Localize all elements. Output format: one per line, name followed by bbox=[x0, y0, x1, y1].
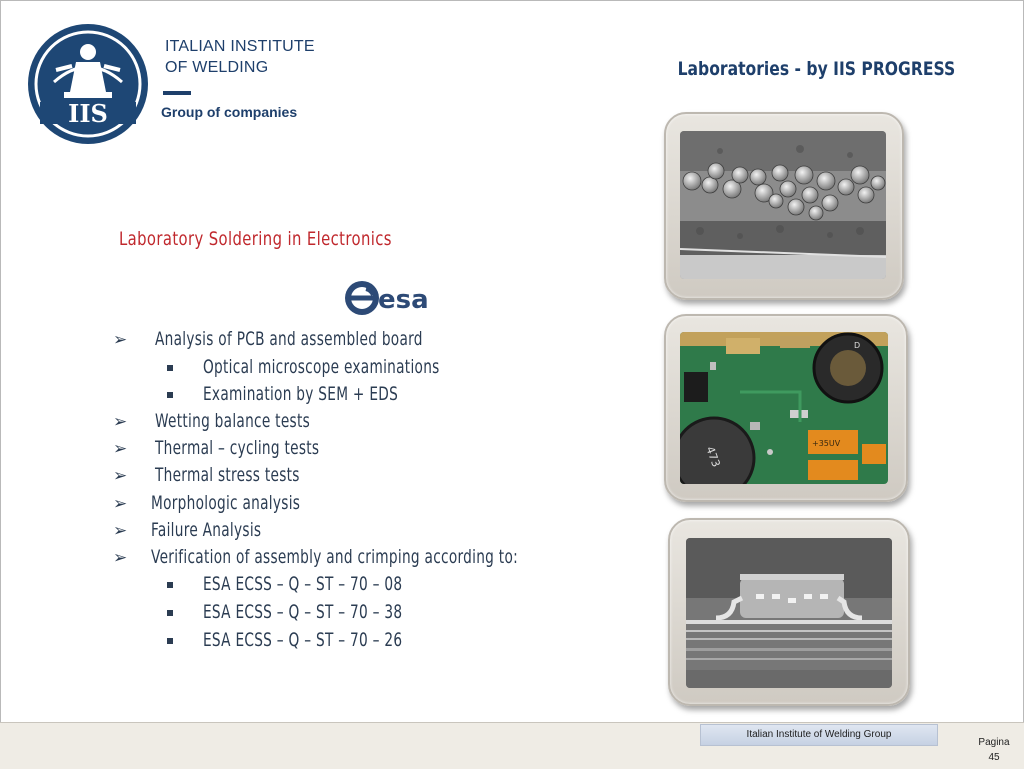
list-item: Optical microscope examinations bbox=[203, 356, 440, 378]
arrowhead-bullet-icon: ➢ bbox=[113, 439, 128, 459]
lab-title: Laboratory Soldering in Electronics bbox=[119, 228, 392, 250]
org-name-line2: OF WELDING bbox=[165, 59, 269, 76]
cross-section-image bbox=[686, 538, 892, 688]
org-name-line1: ITALIAN INSTITUTE bbox=[165, 38, 315, 55]
cross-section-photo-frame bbox=[668, 518, 910, 706]
list-item: Verification of assembly and crimping according to: bbox=[151, 546, 518, 568]
logo-text: IIS bbox=[68, 99, 108, 128]
pcb-label: 473 bbox=[703, 444, 723, 469]
sem-photo-frame bbox=[664, 112, 904, 300]
slide-title: Laboratories - by IIS PROGRESS bbox=[677, 58, 956, 80]
pcb-label: +35UV bbox=[812, 439, 841, 448]
list-item: ESA ECSS – Q – ST – 70 – 26 bbox=[203, 629, 403, 651]
list-item: Wetting balance tests bbox=[155, 410, 311, 432]
org-divider bbox=[163, 91, 191, 95]
square-bullet-icon bbox=[167, 582, 173, 588]
pcb-label: D bbox=[854, 341, 861, 350]
sem-micrograph-image bbox=[680, 131, 886, 279]
arrowhead-bullet-icon: ➢ bbox=[113, 548, 128, 568]
footer-group-name: Italian Institute of Welding Group bbox=[700, 724, 938, 746]
list-item: Thermal – cycling tests bbox=[155, 437, 320, 459]
pcb-image bbox=[680, 332, 888, 484]
arrowhead-bullet-icon: ➢ bbox=[113, 494, 128, 514]
page-number: 45 bbox=[988, 752, 1000, 763]
square-bullet-icon bbox=[167, 638, 173, 644]
list-item: ESA ECSS – Q – ST – 70 – 38 bbox=[203, 601, 403, 623]
arrowhead-bullet-icon: ➢ bbox=[113, 412, 128, 432]
square-bullet-icon bbox=[167, 610, 173, 616]
list-item: Morphologic analysis bbox=[151, 492, 301, 514]
page-label: Pagina bbox=[978, 737, 1010, 748]
list-item: Analysis of PCB and assembled board bbox=[155, 328, 423, 350]
arrowhead-bullet-icon: ➢ bbox=[113, 330, 128, 350]
list-item: Examination by SEM + EDS bbox=[203, 383, 399, 405]
esa-logo-text: esa bbox=[378, 285, 429, 315]
arrowhead-bullet-icon: ➢ bbox=[113, 521, 128, 541]
org-group-text: Group of companies bbox=[161, 104, 298, 120]
esa-logo bbox=[342, 276, 448, 320]
list-item: Thermal stress tests bbox=[155, 464, 300, 486]
list-item: Failure Analysis bbox=[151, 519, 262, 541]
arrowhead-bullet-icon: ➢ bbox=[113, 466, 128, 486]
pcb-photo-frame bbox=[664, 314, 908, 502]
iis-logo bbox=[26, 22, 150, 146]
square-bullet-icon bbox=[167, 392, 173, 398]
square-bullet-icon bbox=[167, 365, 173, 371]
list-item: ESA ECSS – Q – ST – 70 – 08 bbox=[203, 573, 403, 595]
